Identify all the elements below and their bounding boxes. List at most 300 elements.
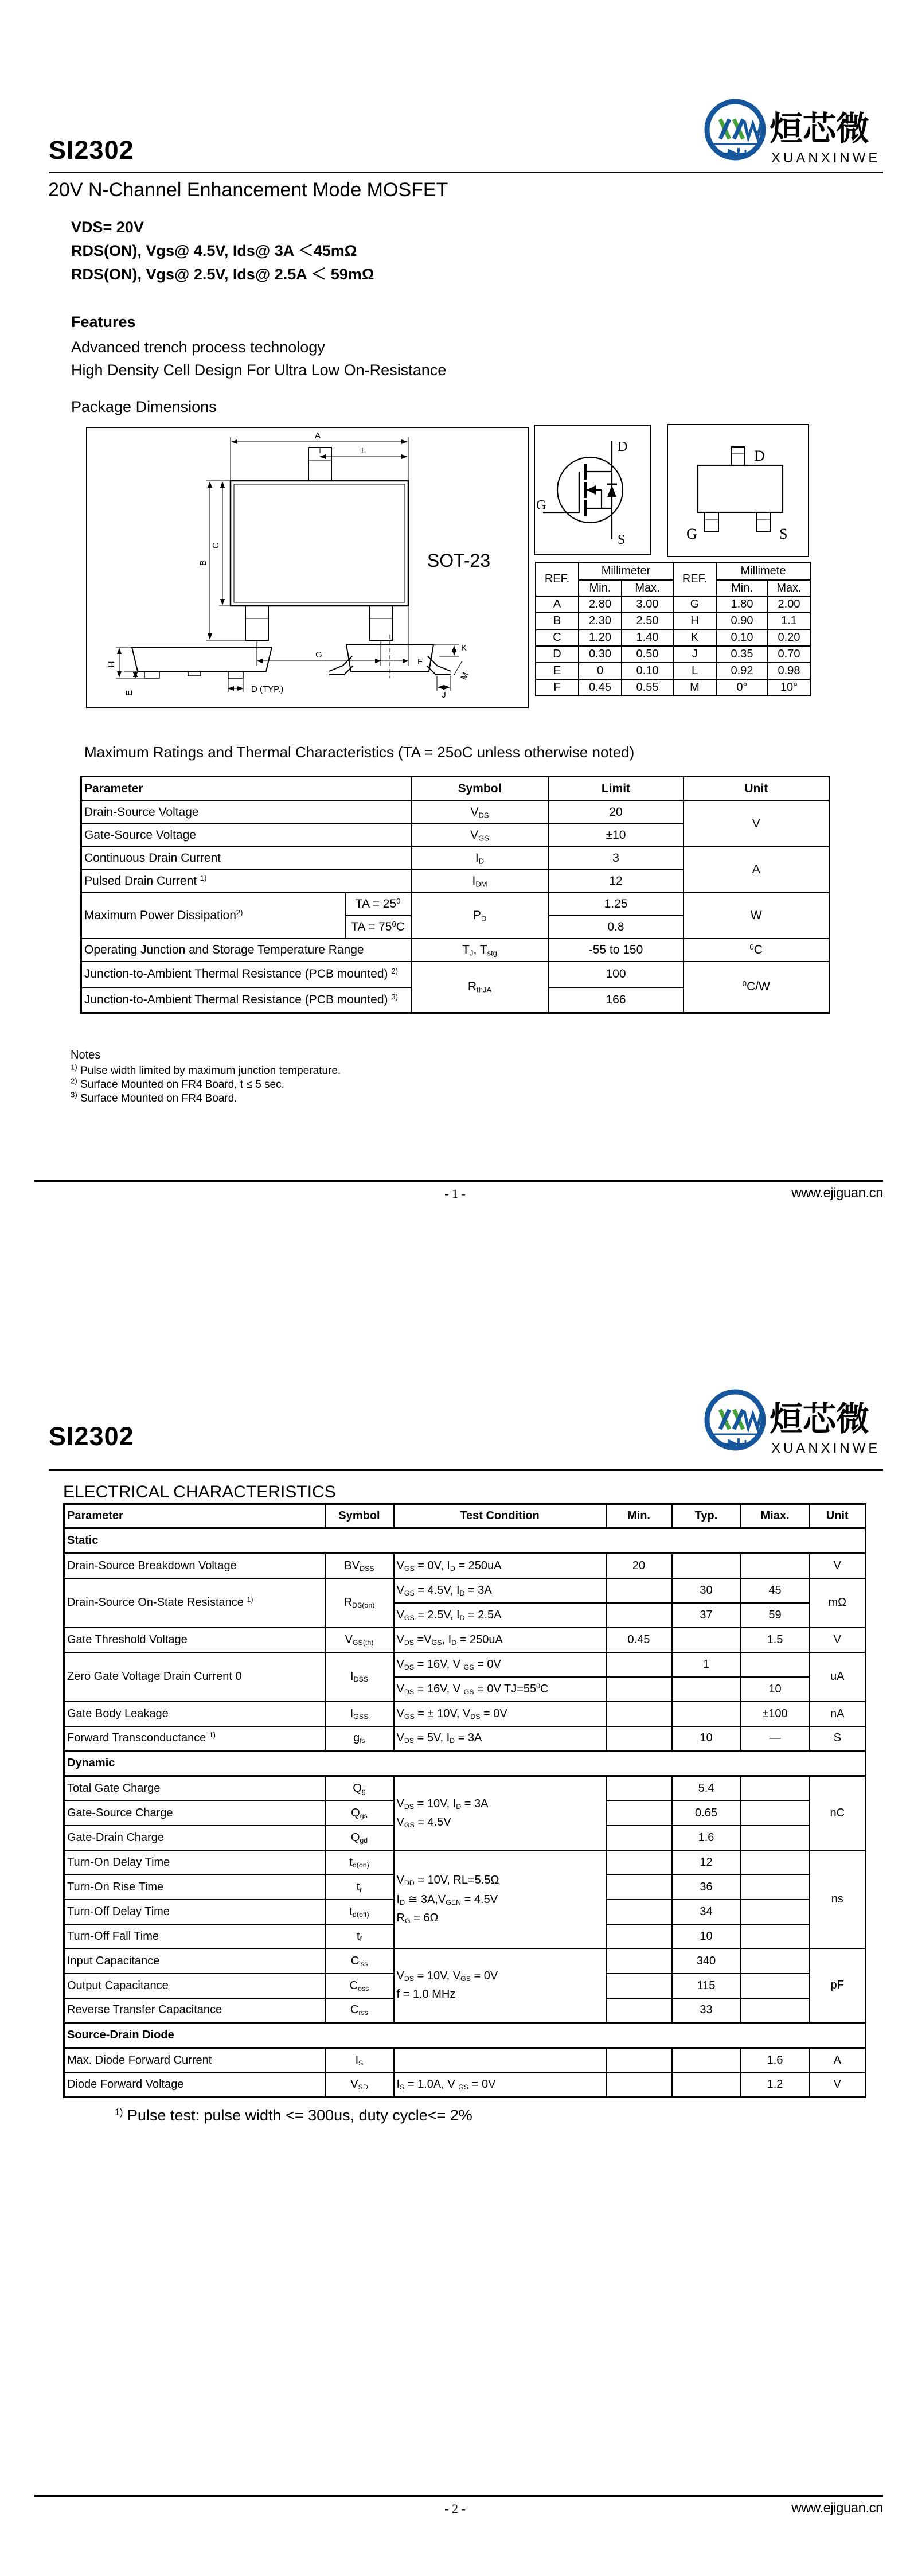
unit-cell: V — [810, 1628, 866, 1652]
max-cell: — — [741, 1726, 810, 1751]
symbol-cell: $V_{GS(th)}$ — [325, 1628, 394, 1652]
section-label: Dynamic — [64, 1751, 866, 1776]
unit-cell: nA — [810, 1702, 866, 1726]
table-row — [536, 596, 810, 613]
ref-cell: B — [536, 613, 579, 629]
cond-cell: $V_{DS} = 16V$, V $_{GS}$ = 0V — [394, 1652, 606, 1677]
typ-cell — [672, 2073, 741, 2098]
symbol-cell: $R_{thJA}$ — [411, 962, 549, 1013]
symbol-cell: $T_J$, $T_{stg}$ — [411, 939, 549, 962]
max-ratings-table — [80, 776, 830, 1014]
package-dimensions-title: Package Dimensions — [71, 398, 217, 415]
cond-cell: $V_{GS}$ = ± 10V, $V_{DS} = 0V$ — [394, 1702, 606, 1726]
cond-cell: $V_{DS} = 10V$, $I_D = 3A$ $V_{GS} = 4.5V$ — [394, 1776, 606, 1850]
cond-cell: $V_{GS} = 4.5V$, $I_D = 3A$ — [394, 1578, 606, 1603]
pin-label-source: S — [779, 526, 788, 542]
min-cell: 2.30 — [579, 613, 622, 629]
param-cell: Turn-Off Fall Time — [64, 1924, 325, 1949]
note-text: Surface Mounted on FR4 Board, t ≤ 5 sec. — [80, 1079, 284, 1091]
section-row — [64, 1528, 866, 1554]
limit-cell: 166 — [549, 987, 684, 1013]
notes-title: Notes — [71, 1049, 101, 1061]
max-cell — [741, 1900, 810, 1924]
note-text: Pulse width limited by maximum junction temperature. — [80, 1065, 341, 1077]
max-cell: 1.5 — [741, 1628, 810, 1652]
page-number: - 2 - — [444, 2501, 466, 2516]
min-cell — [606, 1677, 672, 1702]
min-cell: 0.90 — [716, 613, 768, 629]
feature-item: High Density Cell Design For Ultra Low On-Resistance — [71, 361, 447, 379]
typ-cell — [672, 1702, 741, 1726]
unit-cell: A — [810, 2048, 866, 2073]
symbol-cell: $R_{DS(on)}$ — [325, 1578, 394, 1628]
param-cell: Diode Forward Voltage — [64, 2073, 325, 2098]
min-cell — [606, 1578, 672, 1603]
col-typ: Typ. — [672, 1504, 741, 1528]
param-cell: Pulsed Drain Current $^{1)}$ — [81, 870, 411, 893]
symbol-cell: $I_{DSS}$ — [325, 1652, 394, 1702]
max-cell — [741, 1776, 810, 1801]
symbol-cell: $t_f$ — [325, 1924, 394, 1949]
table-row — [81, 847, 830, 870]
ref-cell: E — [536, 663, 579, 679]
pin-label-drain: D — [618, 439, 628, 454]
max-cell: 2.00 — [768, 596, 810, 613]
symbol-cell: $V_{SD}$ — [325, 2073, 394, 2098]
min-cell — [606, 2048, 672, 2073]
min-header: Min. — [579, 580, 622, 596]
xxw-logo-icon — [701, 1380, 878, 1461]
cond-cell: $V_{DS} = 16V$, V $_{GS}$ = 0V $TJ=55^0C$ — [394, 1677, 606, 1702]
unit-cell: pF — [810, 1949, 866, 2023]
min-cell — [606, 2073, 672, 2098]
limit-cell: 12 — [549, 870, 684, 893]
typ-cell: 5.4 — [672, 1776, 741, 1801]
limit-cell: 0.8 — [549, 916, 684, 939]
min-cell — [606, 1702, 672, 1726]
symbol-cell: $I_S$ — [325, 2048, 394, 2073]
param-cell: Max. Diode Forward Current — [64, 2048, 325, 2073]
sot23-dimension-drawing — [87, 428, 528, 707]
symbol-cell: $t_{d(off)}$ — [325, 1900, 394, 1924]
param-cell: Input Capacitance — [64, 1949, 325, 1974]
symbol-cell: $g_{fs}$ — [325, 1726, 394, 1751]
min-cell — [606, 1924, 672, 1949]
typ-cell — [672, 2048, 741, 2073]
symbol-cell: $I_D$ — [411, 847, 549, 870]
page-number: - 1 - — [444, 1186, 466, 1201]
col-test-condition: Test Condition — [394, 1504, 606, 1528]
table-row — [64, 1776, 866, 1801]
max-cell: 3.00 — [622, 596, 673, 613]
limit-cell: 100 — [549, 962, 684, 987]
footer-rule — [34, 1180, 883, 1182]
min-cell — [606, 1998, 672, 2023]
dim-label-d-typ: D (TYP.) — [251, 684, 284, 694]
min-cell: 0.10 — [716, 629, 768, 646]
note-ref: 2) — [71, 1076, 77, 1085]
min-header: Min. — [716, 580, 768, 596]
min-cell: 2.80 — [579, 596, 622, 613]
symbol-cell: $Q_{gd}$ — [325, 1826, 394, 1850]
dim-label-g: G — [315, 650, 322, 660]
max-cell: 10 — [741, 1677, 810, 1702]
limit-cell: -55 to 150 — [549, 939, 684, 962]
max-cell — [741, 1652, 810, 1677]
symbol-cell: $C_{iss}$ — [325, 1949, 394, 1974]
limit-cell: 1.25 — [549, 893, 684, 916]
min-cell — [606, 1776, 672, 1801]
title-rule — [49, 172, 883, 173]
section-row — [64, 2023, 866, 2048]
mosfet-symbol-box — [534, 425, 651, 555]
param-cell: Turn-On Delay Time — [64, 1850, 325, 1875]
note-ref: 1) — [71, 1063, 77, 1072]
max-cell — [741, 1826, 810, 1850]
cond-cell: $V_{DS} = 10V$, $V_{GS} = 0V$ f = 1.0 MHz — [394, 1949, 606, 2023]
symbol-cell: $BV_{DSS}$ — [325, 1554, 394, 1578]
param-cell: Gate-Source Charge — [64, 1801, 325, 1826]
max-cell: 0.98 — [768, 663, 810, 679]
dim-label-m: M — [459, 671, 471, 682]
max-cell: 0.10 — [622, 663, 673, 679]
min-cell — [606, 1875, 672, 1900]
dim-label-f: F — [417, 657, 423, 667]
unit-cell: V — [684, 801, 830, 847]
ref-header: REF. — [536, 562, 579, 596]
spec-line: RDS(ON), Vgs@ 4.5V, Ids@ 3A ＜45mΩ — [71, 242, 357, 259]
table-row — [64, 1726, 866, 1751]
typ-cell: 12 — [672, 1850, 741, 1875]
col-unit: Unit — [684, 777, 830, 801]
min-cell — [606, 1974, 672, 1998]
company-logo — [701, 90, 878, 171]
mosfet-symbol-icon — [535, 426, 650, 554]
symbol-cell: $I_{DM}$ — [411, 870, 549, 893]
symbol-cell: $P_D$ — [411, 893, 549, 939]
unit-cell: V — [810, 1554, 866, 1578]
xxw-logo-icon — [701, 90, 878, 171]
condition-cell: TA = $75^0C$ — [345, 916, 411, 939]
table-row — [536, 663, 810, 679]
logo-chinese-text: 烜芯微 — [770, 110, 870, 147]
col-symbol: Symbol — [325, 1504, 394, 1528]
dim-label-h: H — [107, 661, 116, 668]
unit-cell: V — [810, 2073, 866, 2098]
table-row — [64, 1652, 866, 1677]
condition-cell: TA = $25^0$ — [345, 893, 411, 916]
table-row — [64, 1578, 866, 1603]
typ-cell: 10 — [672, 1726, 741, 1751]
min-cell: 0.92 — [716, 663, 768, 679]
pin-label-gate: G — [686, 526, 697, 542]
col-min: Min. — [606, 1504, 672, 1528]
footer-rule — [34, 2495, 883, 2497]
website-url: www.ejiguan.cn — [791, 2500, 883, 2516]
max-cell: ±100 — [741, 1702, 810, 1726]
col-parameter: Parameter — [64, 1504, 325, 1528]
param-cell: Drain-Source Voltage — [81, 801, 411, 824]
feature-item: Advanced trench process technology — [71, 338, 325, 356]
max-cell — [741, 1801, 810, 1826]
section-label: Static — [64, 1528, 866, 1554]
table-row — [81, 939, 830, 962]
table-row — [64, 1949, 866, 1974]
ref-cell: D — [536, 646, 579, 663]
min-cell — [606, 1652, 672, 1677]
min-cell: 0.35 — [716, 646, 768, 663]
ref-cell: K — [673, 629, 716, 646]
cond-cell: $V_{GS} = 0V$, $I_D = 250uA$ — [394, 1554, 606, 1578]
symbol-cell: $V_{DS}$ — [411, 801, 549, 824]
ref-cell: L — [673, 663, 716, 679]
features-title: Features — [71, 313, 136, 330]
param-cell: Output Capacitance — [64, 1974, 325, 1998]
symbol-cell: $C_{oss}$ — [325, 1974, 394, 1998]
key-specs — [71, 216, 374, 286]
table-row — [536, 613, 810, 629]
symbol-cell: $Q_g$ — [325, 1776, 394, 1801]
cond-cell: $V_{DS} = 5V$, $I_D = 3A$ — [394, 1726, 606, 1751]
unit-cell: W — [684, 893, 830, 939]
dim-label-c: C — [211, 542, 221, 549]
cond-cell: $V_{DD} = 10V$, RL=5.5Ω $I_D$ ≅ $3A,V_{GEN} = 4.5V$ $R_G = 6\Omega$ — [394, 1850, 606, 1949]
ref-cell: F — [536, 679, 579, 696]
package-drawing-box — [86, 427, 529, 708]
pin-label-gate: G — [536, 498, 546, 513]
typ-cell: 10 — [672, 1924, 741, 1949]
dim-label-e: E — [124, 690, 134, 696]
max-cell — [741, 1949, 810, 1974]
table-row — [536, 679, 810, 696]
spec-line: RDS(ON), Vgs@ 2.5V, Ids@ 2.5A ＜ 59mΩ — [71, 266, 374, 283]
max-cell: 59 — [741, 1603, 810, 1628]
param-cell: Zero Gate Voltage Drain Current 0 — [64, 1652, 325, 1702]
sot23-outline-icon — [668, 425, 808, 556]
col-symbol: Symbol — [411, 777, 549, 801]
min-cell — [606, 1801, 672, 1826]
typ-cell: 1.6 — [672, 1826, 741, 1850]
page-title: SI2302 — [49, 135, 134, 165]
ref-dimension-table — [535, 562, 811, 696]
max-cell — [741, 1875, 810, 1900]
max-cell — [741, 1998, 810, 2023]
electrical-characteristics-table — [63, 1503, 866, 2098]
dim-label-a: A — [314, 431, 321, 441]
symbol-cell: $C_{rss}$ — [325, 1998, 394, 2023]
table-row — [64, 1504, 866, 1528]
website-url: www.ejiguan.cn — [791, 1185, 883, 1201]
max-cell — [741, 1850, 810, 1875]
package-name-label: SOT-23 — [427, 550, 491, 571]
unit-cell: A — [684, 847, 830, 893]
param-cell: Maximum Power Dissipation$^{2)}$ — [81, 893, 345, 939]
max-cell: 1.1 — [768, 613, 810, 629]
unit-cell: nC — [810, 1776, 866, 1850]
notes — [71, 1049, 341, 1106]
param-cell: Drain-Source Breakdown Voltage — [64, 1554, 325, 1578]
max-cell: 1.6 — [741, 2048, 810, 2073]
min-cell: 0.30 — [579, 646, 622, 663]
logo-english-text: XUANXINWEI — [771, 1441, 878, 1456]
pin-label-source: S — [618, 532, 626, 547]
max-cell — [741, 1924, 810, 1949]
table-row — [64, 1554, 866, 1578]
typ-cell: 37 — [672, 1603, 741, 1628]
param-cell: Turn-On Rise Time — [64, 1875, 325, 1900]
param-cell: Junction-to-Ambient Thermal Resistance (PCB mounted) $^{3)}$ — [81, 987, 411, 1013]
min-cell: 1.80 — [716, 596, 768, 613]
typ-cell: 30 — [672, 1578, 741, 1603]
symbol-cell: $I_{GSS}$ — [325, 1702, 394, 1726]
min-cell: 0 — [579, 663, 622, 679]
unit-cell: uA — [810, 1652, 866, 1702]
max-cell: 0.70 — [768, 646, 810, 663]
typ-cell — [672, 1677, 741, 1702]
typ-cell — [672, 1628, 741, 1652]
max-cell: 0.20 — [768, 629, 810, 646]
param-cell: Gate Threshold Voltage — [64, 1628, 325, 1652]
pulse-test-footnote — [115, 2107, 472, 2124]
company-logo — [701, 1380, 878, 1461]
typ-cell: 340 — [672, 1949, 741, 1974]
min-cell — [606, 1949, 672, 1974]
max-cell: 10° — [768, 679, 810, 696]
param-cell: Gate Body Leakage — [64, 1702, 325, 1726]
note-item — [71, 1064, 341, 1078]
dim-label-l: L — [361, 446, 366, 456]
cond-cell — [394, 2048, 606, 2073]
cond-cell: $V_{DS} =V_{GS}$, $I_D = 250uA$ — [394, 1628, 606, 1652]
min-cell: 20 — [606, 1554, 672, 1578]
table-row — [64, 1628, 866, 1652]
table-row — [64, 1702, 866, 1726]
note-ref: 3) — [71, 1090, 77, 1099]
ref-cell: A — [536, 596, 579, 613]
symbol-cell: $V_{GS}$ — [411, 824, 549, 847]
spec-line: VDS= 20V — [71, 219, 144, 236]
max-cell: 45 — [741, 1578, 810, 1603]
dim-label-j: J — [442, 690, 446, 700]
sot23-outline-box — [667, 424, 809, 557]
table-row — [64, 2073, 866, 2098]
max-cell: 0.50 — [622, 646, 673, 663]
mm-header: Millimete — [716, 562, 810, 580]
min-cell — [606, 1826, 672, 1850]
cond-cell: $I_S = 1.0A$, V $_{GS}$ = 0V — [394, 2073, 606, 2098]
unit-cell: mΩ — [810, 1578, 866, 1628]
title-rule — [49, 1469, 883, 1471]
logo-chinese-text: 烜芯微 — [770, 1400, 870, 1438]
typ-cell — [672, 1554, 741, 1578]
col-parameter: Parameter — [81, 777, 411, 801]
section-label: Source-Drain Diode — [64, 2023, 866, 2048]
min-cell — [606, 1850, 672, 1875]
min-cell: 0.45 — [579, 679, 622, 696]
unit-cell: $^0$C/W — [684, 962, 830, 1013]
param-cell: Forward Transconductance $^{1)}$ — [64, 1726, 325, 1751]
min-cell — [606, 1603, 672, 1628]
features-list — [71, 336, 446, 382]
footnote-ref: 1) — [115, 2107, 123, 2118]
param-cell: Total Gate Charge — [64, 1776, 325, 1801]
typ-cell: 0.65 — [672, 1801, 741, 1826]
unit-cell: $^0$C — [684, 939, 830, 962]
pin-label-drain: D — [754, 448, 765, 464]
ref-header: REF. — [673, 562, 716, 596]
section-row — [64, 1751, 866, 1776]
max-cell — [741, 1974, 810, 1998]
typ-cell: 36 — [672, 1875, 741, 1900]
min-cell — [606, 1726, 672, 1751]
param-cell: Turn-Off Delay Time — [64, 1900, 325, 1924]
table-row — [64, 1850, 866, 1875]
max-cell: 2.50 — [622, 613, 673, 629]
note-item — [71, 1092, 341, 1106]
min-cell: 0.45 — [606, 1628, 672, 1652]
max-ratings-title: Maximum Ratings and Thermal Characteristics (TA = 25oC unless otherwise noted) — [84, 744, 635, 761]
symbol-cell: $Q_{gs}$ — [325, 1801, 394, 1826]
max-header: Max. — [768, 580, 810, 596]
symbol-cell: $t_{d(on)}$ — [325, 1850, 394, 1875]
unit-cell: ns — [810, 1850, 866, 1949]
table-row — [536, 629, 810, 646]
min-cell — [606, 1900, 672, 1924]
max-cell: 0.55 — [622, 679, 673, 696]
note-item — [71, 1078, 341, 1092]
typ-cell: 33 — [672, 1998, 741, 2023]
param-cell: Continuous Drain Current — [81, 847, 411, 870]
mm-header: Millimeter — [579, 562, 673, 580]
footnote-text: Pulse test: pulse width <= 300us, duty cycle<= 2% — [127, 2107, 472, 2124]
ref-cell: G — [673, 596, 716, 613]
limit-cell: 3 — [549, 847, 684, 870]
ref-cell: J — [673, 646, 716, 663]
typ-cell: 1 — [672, 1652, 741, 1677]
max-cell: 1.40 — [622, 629, 673, 646]
page-title: SI2302 — [49, 1422, 134, 1451]
col-limit: Limit — [549, 777, 684, 801]
table-row — [81, 893, 830, 916]
ref-cell: C — [536, 629, 579, 646]
table-row — [81, 777, 830, 801]
min-cell: 0° — [716, 679, 768, 696]
typ-cell: 115 — [672, 1974, 741, 1998]
max-header: Max. — [622, 580, 673, 596]
table-row — [81, 801, 830, 824]
limit-cell: ±10 — [549, 824, 684, 847]
col-unit: Unit — [810, 1504, 866, 1528]
table-row — [81, 962, 830, 987]
table-row — [64, 2048, 866, 2073]
typ-cell: 34 — [672, 1900, 741, 1924]
param-cell: Gate-Drain Charge — [64, 1826, 325, 1850]
table-row — [536, 646, 810, 663]
part-description: 20V N-Channel Enhancement Mode MOSFET — [48, 179, 448, 201]
ref-cell: H — [673, 613, 716, 629]
logo-english-text: XUANXINWEI — [771, 150, 878, 166]
param-cell: Reverse Transfer Capacitance — [64, 1998, 325, 2023]
limit-cell: 20 — [549, 801, 684, 824]
note-text: Surface Mounted on FR4 Board. — [80, 1092, 237, 1104]
dim-label-k: K — [461, 643, 467, 653]
min-cell: 1.20 — [579, 629, 622, 646]
param-cell: Junction-to-Ambient Thermal Resistance (PCB mounted) $^{2)}$ — [81, 962, 411, 987]
symbol-cell: $t_r$ — [325, 1875, 394, 1900]
unit-cell: S — [810, 1726, 866, 1751]
col-max: Miax. — [741, 1504, 810, 1528]
ref-cell: M — [673, 679, 716, 696]
